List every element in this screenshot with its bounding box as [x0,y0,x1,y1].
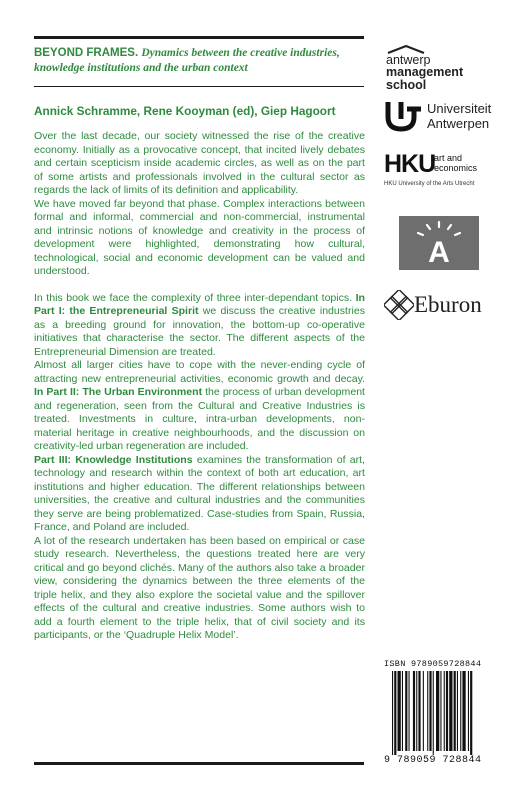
top-rule [34,36,364,39]
isbn-label: ISBN 9789059728844 [384,659,482,669]
hku-ae-line2: economics [434,163,478,173]
text-run: Almost all larger cities have to cope with the never-ending cycle of attracting new entrepreneurial activities, economic growth and decay. [34,359,365,385]
book-title [34,46,364,75]
barcode-bar [457,671,458,751]
barcode-bar [418,671,420,751]
hku-subtitle: HKU University of the Arts Utrecht [384,181,475,187]
a-letter: A [428,236,450,269]
eburon-logo [384,288,504,322]
title-rule [34,86,364,87]
barcode-bar [446,671,448,751]
paragraph: A lot of the research undertaken has been based on empirical or case study research. Nevertheless, the questions treated here are very critical and go beyond clichés. Many of the authors also take a broader view, considering the dynamics between the three elements of the triple helix, and they also explore the societal value and the spillover effects of the cultural and creative industries. Some authors wish to add a fourth element to the triple helix, that of civil society and its participants, or the ‘Quadruple Helix Model’. [34,534,365,641]
barcode-bar [409,671,410,751]
eburon-diamond-icon [384,290,414,320]
eburon-wordmark: Eburon [414,292,482,317]
barcode-bar [394,671,396,755]
text-run: the process of urban development and regeneration, seen from the Cultural and Creative Industries is treated. Investments in culture, intra-urban developments, non-material heritage in creative neighbourhoods, and the discussion on creativity-led urban regeneration are included. [34,386,365,452]
paragraph [34,359,365,454]
barcode-bar [402,671,403,751]
barcode-digits: 9 789059 728844 [384,755,482,766]
barcode-bar [470,671,472,755]
bottom-rule [34,762,364,765]
a-logo-icon [399,216,479,270]
barcode-bar [398,671,401,751]
barcode-bar [454,671,456,751]
text-run: In this book we face the complexity of three inter-dependant topics. [34,291,356,304]
hku-mark: HKU [384,150,436,178]
authors: Annick Schramme, Rene Kooyman (ed), Giep Hagoort [34,104,336,118]
barcode-bar [433,671,434,755]
barcode-bar [416,671,417,751]
ams-line1: antwerp [386,53,431,67]
barcode-bar [444,671,445,751]
hku-ae-line1: art and [434,153,463,163]
barcode-bar [440,671,441,751]
paragraph: Over the last decade, our society witnessed the rise of the creative economy. Initially as a provocative concept, that incited lively debates and certain scepticism inside academic circles, as well as on the part of some artists and professionals involved in the cultural sector as regards the lack of limits of its definition and applicability. [34,130,365,196]
part-heading: In Part I: the Entrepreneurial Spirit [34,291,365,317]
title-subtitle: Dynamics between the creative industries, knowledge institutions and the urban context [34,47,340,74]
hku-logo [384,150,514,195]
barcode-bar [427,671,428,751]
barcode-bar [460,671,461,751]
blurb-text [34,130,365,643]
barcode-bar [405,671,407,751]
paragraph [34,454,365,535]
ua-text [427,101,491,131]
part-heading: In Part II: The Urban Environment [34,386,203,398]
barcode-bar [413,671,415,751]
barcode-bar [429,671,431,751]
paragraph [34,292,365,360]
barcode-bar [423,671,424,751]
paragraph: We have moved far beyond that phase. Complex interactions between formal and informal, commercial and non-commercial, instrumental and intrinsic notions of knowledge and creativity in the process of development were highlighted, demonstrating how cultural, technological, social and economic development can be valued and understood. [34,197,365,277]
isbn-barcode [384,659,504,767]
ua-line1: Universiteit [427,101,492,116]
universiteit-antwerpen-logo [385,99,505,135]
barcode-bar [449,671,452,751]
text-run: we discuss the creative industries as a breeding ground for innovation, the bottom-up co-operative initiatives that characterise the sector. The different aspects of the Entrepreneurial Dimension are treated. [34,305,365,358]
ua-line2: Antwerpen [427,116,490,131]
barcode-bar [392,671,393,755]
barcode-bars [384,671,504,755]
part-heading: Part III: Knowledge Institutions [34,453,193,466]
antwerp-management-school-logo [386,44,496,92]
barcode-bar [468,671,469,751]
text-run: examines the transformation of art, technology and research within the context of both art education, art institutions and higher education. The different relationships between universities, the creative and cultural industries and the communities they serve are being problematized. Case-studies from Spain, Russia, France, and Poland are included. [34,453,365,533]
ua-emblem-icon [385,99,423,133]
barcode-bar [462,671,465,751]
ams-line2: management school [386,65,464,92]
a-logo [399,216,479,270]
title-series: BEYOND FRAMES. [34,47,139,59]
hku-art-economics [434,153,477,173]
barcode-bar [436,671,439,751]
